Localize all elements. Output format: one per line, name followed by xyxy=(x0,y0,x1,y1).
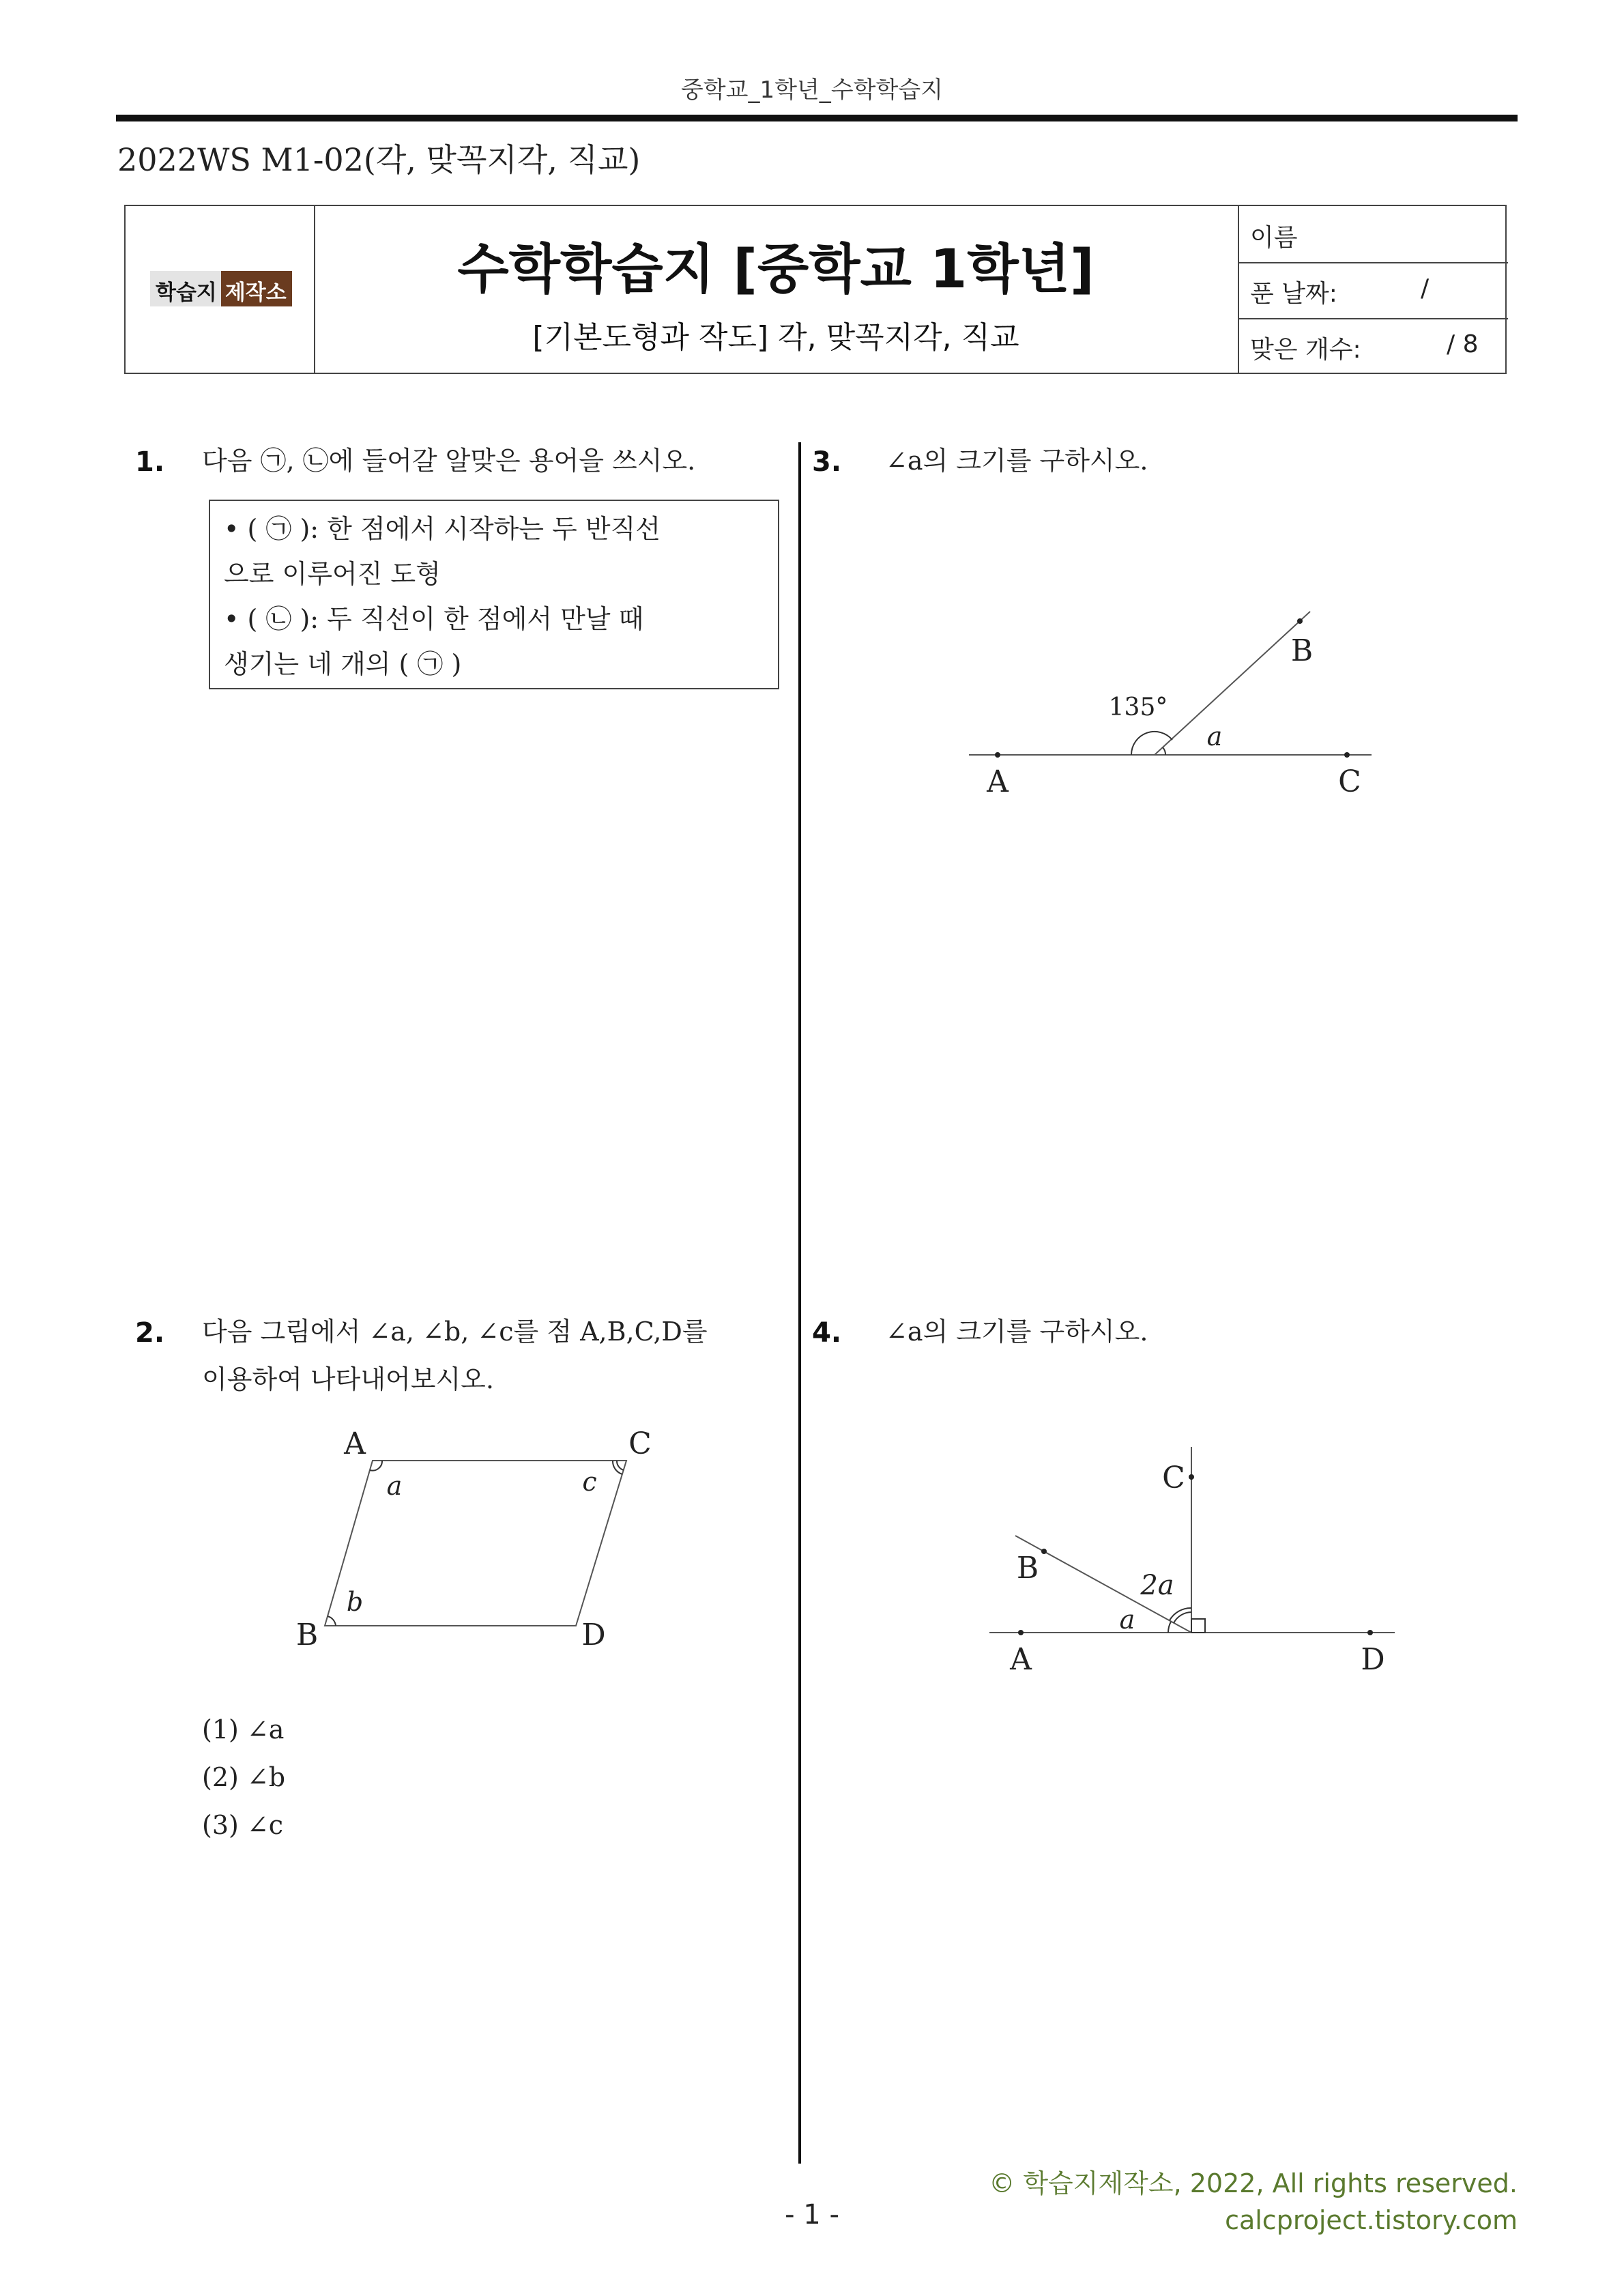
question-2-figure xyxy=(287,1420,669,1665)
q4-point-b xyxy=(1041,1549,1047,1554)
question-4-text: ∠a의 크기를 구하시오. xyxy=(886,1317,1148,1347)
q4-angle-a-arc xyxy=(1168,1622,1171,1633)
name-label: 이름 xyxy=(1250,224,1298,252)
q2-label-angle-c: c xyxy=(582,1467,597,1497)
q3-label-b: B xyxy=(1290,633,1314,668)
q4-point-a xyxy=(1018,1630,1024,1635)
q3-ray-b xyxy=(1155,612,1310,755)
title-box-divider-right xyxy=(1238,206,1239,373)
question-1-number: 1. xyxy=(135,446,165,478)
q2-parallelogram xyxy=(325,1461,626,1626)
question-4-figure xyxy=(976,1433,1412,1706)
q3-point-b xyxy=(1297,618,1303,624)
q4-label-b: B xyxy=(1016,1551,1039,1585)
worksheet-sub-title: [기본도형과 작도] 각, 맞꼭지각, 직교 xyxy=(532,320,1019,355)
question-2-sub-3: (3) ∠c xyxy=(202,1810,284,1840)
q4-angle-2a-arc-1 xyxy=(1174,1612,1191,1623)
q2-label-b: B xyxy=(295,1618,319,1652)
page-number: - 1 - xyxy=(785,2199,839,2230)
q2-label-c: C xyxy=(628,1426,652,1461)
q3-label-135: 135° xyxy=(1108,693,1168,721)
q4-angle-2a-arc-2 xyxy=(1170,1608,1191,1620)
date-label: 푼 날짜: xyxy=(1250,280,1337,308)
q2-label-angle-b: b xyxy=(346,1587,364,1617)
logo-text-left: 학습지 xyxy=(150,271,221,306)
q3-point-c xyxy=(1344,752,1350,758)
title-box xyxy=(124,205,1507,374)
question-2-sub-2: (2) ∠b xyxy=(202,1762,286,1792)
q2-angle-b-arc xyxy=(328,1616,336,1626)
top-rule xyxy=(116,115,1518,121)
q3-angle-a-arc xyxy=(1163,747,1165,755)
q2-label-a: A xyxy=(344,1426,366,1461)
running-header: 중학교_1학년_수학학습지 xyxy=(680,76,944,104)
q4-label-angle-2a: 2a xyxy=(1140,1570,1174,1601)
question-3-number: 3. xyxy=(812,446,842,478)
copyright-text: © 학습지제작소, 2022, All rights reserved. xyxy=(989,2168,1518,2198)
definition-line-2: 으로 이루어진 도형 xyxy=(224,559,441,589)
site-url: calcproject.tistory.com xyxy=(1225,2205,1518,2235)
question-2-sub-1: (1) ∠a xyxy=(202,1714,285,1745)
q4-label-d: D xyxy=(1361,1642,1385,1677)
question-2-number: 2. xyxy=(135,1317,165,1349)
score-label: 맞은 개수: xyxy=(1250,336,1361,364)
question-1-text: 다음 ㉠, ㉡에 들어갈 알맞은 용어을 쓰시오. xyxy=(202,446,696,476)
logo-text-right: 제작소 xyxy=(221,271,292,306)
q4-point-d xyxy=(1367,1630,1373,1635)
q4-label-c: C xyxy=(1162,1461,1185,1495)
info-row-divider-1 xyxy=(1238,262,1508,263)
date-separator: / xyxy=(1421,274,1430,302)
q3-point-a xyxy=(995,752,1000,758)
question-4-number: 4. xyxy=(812,1317,842,1349)
q3-angle-135-arc xyxy=(1131,732,1172,755)
worksheet-main-title: 수학학습지 [중학교 1학년] xyxy=(457,239,1094,300)
question-1-definition-box xyxy=(209,500,779,689)
q4-label-a: A xyxy=(1010,1642,1032,1677)
q4-label-angle-a: a xyxy=(1119,1605,1135,1635)
q3-label-angle-a: a xyxy=(1206,721,1223,751)
question-2-text-line-2: 이용하여 나타내어보시오. xyxy=(202,1364,494,1394)
publisher-logo xyxy=(150,271,292,306)
worksheet-code-title: 2022WS M1-02(각, 맞꼭지각, 직교) xyxy=(117,141,641,178)
q4-point-c xyxy=(1189,1474,1194,1480)
column-divider xyxy=(798,442,801,2164)
score-total: / 8 xyxy=(1447,330,1479,358)
question-3-figure xyxy=(955,594,1392,812)
q4-right-angle-mark xyxy=(1191,1619,1205,1633)
definition-line-3: • ( ㉡ ): 두 직선이 한 점에서 만날 때 xyxy=(224,604,644,634)
definition-line-4: 생기는 네 개의 ( ㉠ ) xyxy=(224,649,462,679)
definition-line-1: • ( ㉠ ): 한 점에서 시작하는 두 반직선 xyxy=(224,514,661,544)
q2-label-d: D xyxy=(581,1618,606,1652)
q3-label-a: A xyxy=(987,764,1009,799)
q2-angle-c-arc-1 xyxy=(617,1461,624,1470)
info-row-divider-2 xyxy=(1238,318,1508,319)
question-2-text-line-1: 다음 그림에서 ∠a, ∠b, ∠c를 점 A,B,C,D를 xyxy=(202,1317,708,1347)
question-3-text: ∠a의 크기를 구하시오. xyxy=(886,446,1148,476)
q2-label-angle-a: a xyxy=(386,1471,403,1501)
q3-label-c: C xyxy=(1338,764,1361,799)
